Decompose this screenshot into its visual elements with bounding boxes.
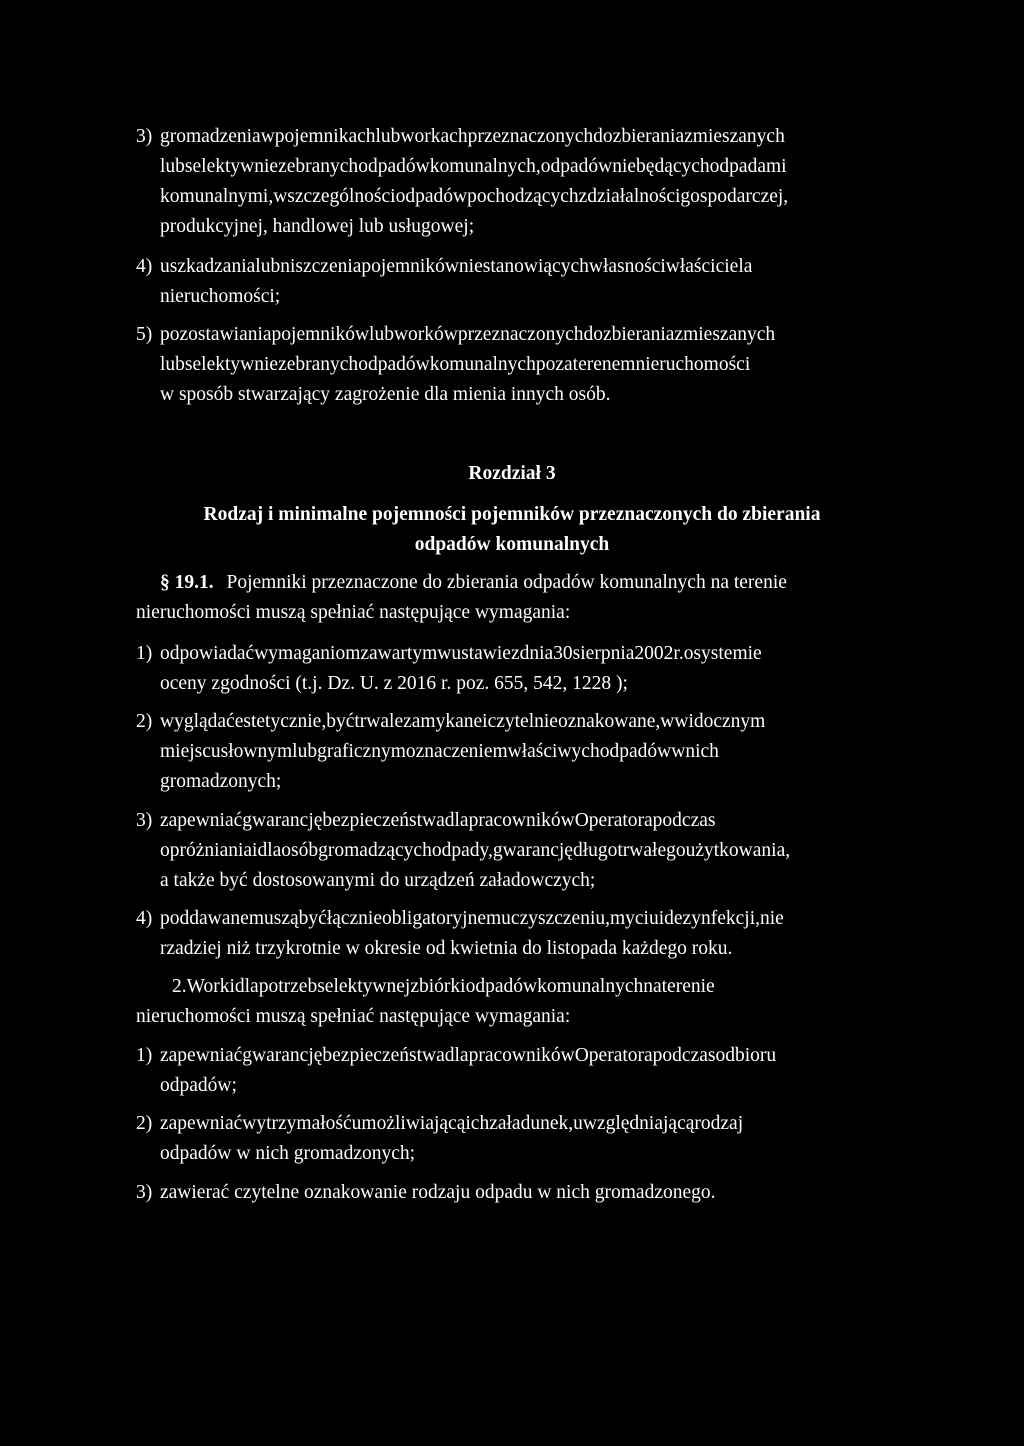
item-line: oceny zgodności (t.j. Dz. U. z 2016 r. poz. 655, 542, 1228 ); xyxy=(160,673,628,694)
point-2-line2: nieruchomości muszą spełniać następujące wymagania: xyxy=(136,1006,571,1027)
item-line: nieruchomości; xyxy=(160,286,281,307)
section-intro-text: Pojemniki przeznaczone do zbierania odpadów komunalnych na terenie xyxy=(226,572,787,593)
item-number: 3) xyxy=(136,810,153,831)
item-line: produkcyjnej, handlowej lub usługowej; xyxy=(160,216,475,237)
item-number: 3) xyxy=(136,126,153,147)
item-line: lubselektywniezebranychodpadówkomunalnych,odpadówniebędącychodpadami xyxy=(160,156,787,177)
list-item xyxy=(136,1178,926,1208)
item-number: 2) xyxy=(136,711,153,732)
item-line: zapewniaćwytrzymałośćumożliwiającąichzaładunek,uwzględniającąrodzaj xyxy=(160,1113,744,1134)
item-number: 3) xyxy=(136,1182,153,1203)
item-number: 5) xyxy=(136,324,153,345)
item-line: a także być dostosowanymi do urządzeń załadowczych; xyxy=(160,870,596,891)
item-number: 1) xyxy=(136,1045,153,1066)
item-line: zapewniaćgwarancjębezpieczeństwadlapracownikówOperatorapodczasodbioru xyxy=(160,1045,777,1066)
list-item xyxy=(136,639,926,699)
item-line: miejscusłownymlubgraficznymoznaczeniemwłaściwychodpadówwnich xyxy=(160,741,719,762)
section-intro-line2: nieruchomości muszą spełniać następujące wymagania: xyxy=(136,602,571,623)
item-number: 1) xyxy=(136,643,153,664)
item-line: gromadzeniawpojemnikachlubworkachprzeznaczonychdozbieraniazmieszanych xyxy=(160,126,785,147)
chapter-label: Rozdział 3 xyxy=(468,463,556,484)
list-item xyxy=(136,707,926,797)
item-line: lubselektywniezebranychodpadówkomunalnychpozaterenemnieruchomości xyxy=(160,354,751,375)
item-line: poddawanemusząbyćłącznieobligatoryjnemuczyszczeniu,myciuidezynfekcji,nie xyxy=(160,908,784,929)
list-item xyxy=(136,122,926,242)
item-line: gromadzonych; xyxy=(160,771,282,792)
chapter-title: Rodzaj i minimalne pojemności pojemników przeznaczonych do zbierania xyxy=(203,504,821,525)
list-item xyxy=(136,252,926,312)
item-line: komunalnymi,wszczególnościodpadówpochodzącychzdziałalnościgospodarczej, xyxy=(160,186,789,207)
list-item xyxy=(136,320,926,410)
item-number: 4) xyxy=(136,908,153,929)
item-line: odpadów; xyxy=(160,1075,237,1096)
item-line: odpowiadaćwymaganiomzawartymwustawiezdnia30sierpnia2002r.osystemie xyxy=(160,643,762,664)
item-line: opróżnianiaidlaosóbgromadzącychodpady,gwarancjędługotrwałegoużytkowania, xyxy=(160,840,791,861)
section-mark: § 19.1. xyxy=(160,572,214,593)
item-line: pozostawianiapojemnikówlubworkówprzeznaczonychdozbieraniazmieszanych xyxy=(160,324,776,345)
chapter-title-line2: odpadów komunalnych xyxy=(414,534,610,555)
item-line: rzadziej niż trzykrotnie w okresie od kwietnia do listopada każdego roku. xyxy=(160,938,733,959)
item-number: 2) xyxy=(136,1113,153,1134)
point-2-paragraph xyxy=(136,972,926,1032)
item-line: odpadów w nich gromadzonych; xyxy=(160,1143,416,1164)
item-line: w sposób stwarzający zagrożenie dla mienia innych osób. xyxy=(160,384,611,405)
item-line: zawierać czytelne oznakowanie rodzaju odpadu w nich gromadzonego. xyxy=(160,1182,716,1203)
item-line: uszkadzanialubniszczeniapojemnikówniestanowiącychwłasnościwłaściciela xyxy=(160,256,753,277)
section-intro xyxy=(136,568,926,628)
item-number: 4) xyxy=(136,256,153,277)
item-line: wyglądaćestetycznie,byćtrwalezamykaneiczytelnieoznakowane,wwidocznym xyxy=(160,711,766,732)
list-item xyxy=(136,806,926,896)
list-item xyxy=(136,1109,926,1169)
list-item xyxy=(136,904,926,964)
item-line: zapewniaćgwarancjębezpieczeństwadlapracownikówOperatorapodczas xyxy=(160,810,716,831)
list-item xyxy=(136,1041,926,1101)
point-2-line1: 2.Workidlapotrzebselektywnejzbiórkiodpadówkomunalnychnaterenie xyxy=(172,976,715,997)
